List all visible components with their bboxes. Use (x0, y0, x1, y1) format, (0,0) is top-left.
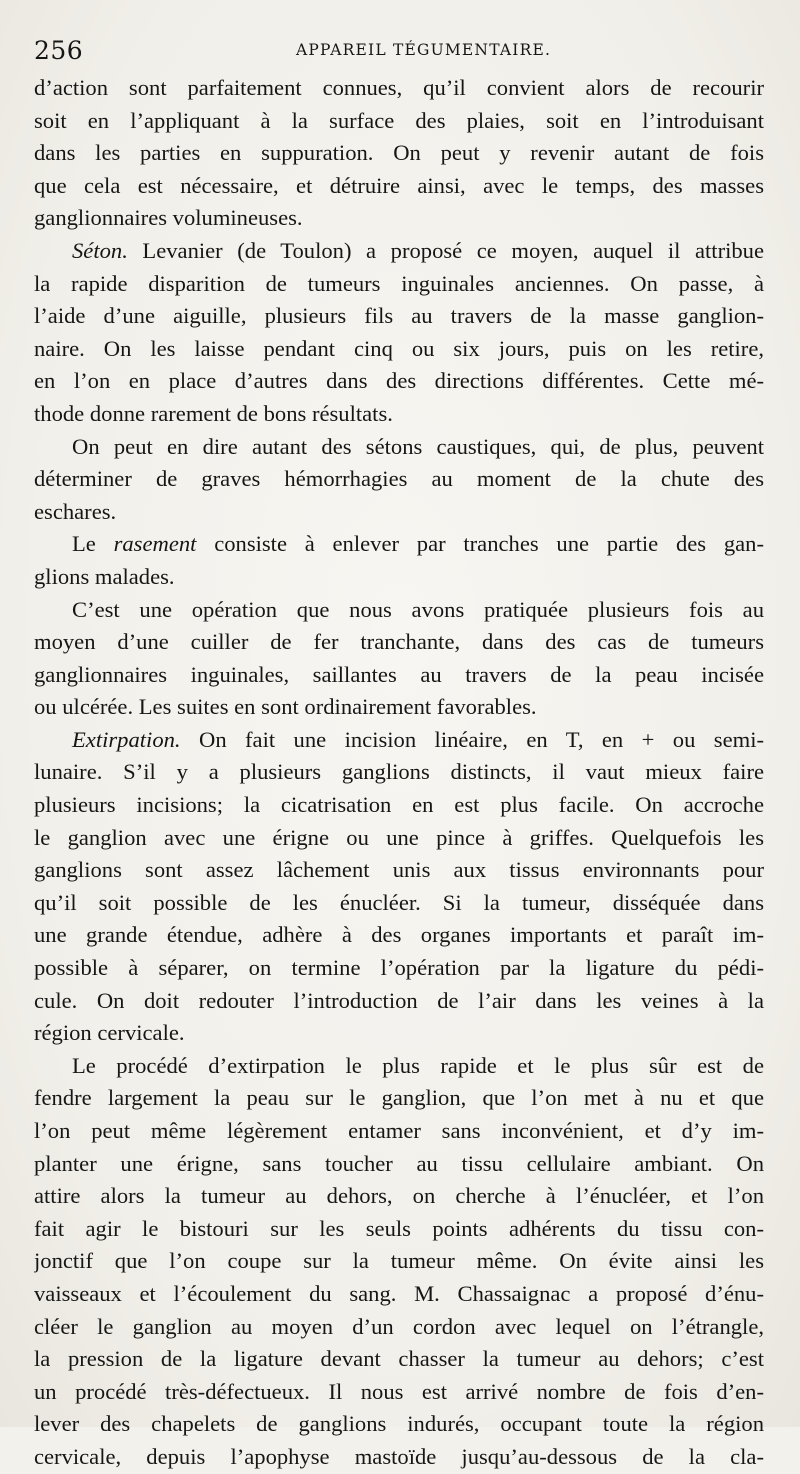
text-line-content: région cervicale. (34, 1020, 185, 1046)
text-line-content: attire alors la tumeur au dehors, on cherche à l’énucléer, et l’on (34, 1183, 764, 1209)
text-line (34, 691, 764, 724)
text-line (34, 398, 764, 431)
text-line-content: On fait une incision linéaire, en T, en + ou semi- (180, 726, 764, 752)
text-line (34, 496, 764, 529)
text-line-prefix: Le (72, 531, 114, 557)
text-line (34, 822, 764, 855)
text-line-content: en l’on en place d’autres dans des directions différentes. Cette mé- (34, 368, 764, 394)
text-line-content: l’on peut même légèrement entamer sans inconvénient, et d’y im- (34, 1118, 764, 1143)
text-line-content: glions malades. (34, 563, 175, 589)
text-line-content: la rapide disparition de tumeurs inguinales anciennes. On passe, à (34, 270, 764, 296)
page-number: 256 (34, 36, 84, 65)
text-line-content: le ganglion avec une érigne ou une pince à griffes. Quelquefois les (34, 824, 764, 850)
text-line-content: dans les parties en suppuration. On peut y revenir autant de fois (34, 140, 764, 166)
body-text (34, 72, 764, 1474)
text-line (34, 1148, 764, 1181)
text-line (34, 724, 764, 757)
text-line (34, 594, 764, 627)
text-line (34, 431, 764, 464)
text-line-content: C’est une opération que nous avons pratiquée plusieurs fois au (72, 596, 764, 622)
text-line-content: qu’il soit possible de les énucléer. Si la tumeur, disséquée dans (34, 889, 764, 915)
text-line (34, 1017, 764, 1050)
text-line-content: On peut en dire autant des sétons caustiques, qui, de plus, peuvent (72, 433, 764, 459)
text-line (34, 1376, 764, 1409)
text-line (34, 789, 764, 822)
text-line-content: planter une érigne, sans toucher au tissu cellulaire ambiant. On (34, 1150, 764, 1176)
text-line-content: lunaire. S’il y a plusieurs ganglions distincts, il vaut mieux faire (34, 759, 764, 785)
text-line-content: l’aide d’une aiguille, plusieurs fils au travers de la masse ganglion- (34, 303, 764, 329)
text-line (34, 137, 764, 170)
text-line (34, 756, 764, 789)
text-line (34, 105, 764, 138)
text-line (34, 300, 764, 333)
text-line-content: vaisseaux et l’écoulement du sang. M. Chassaignac a proposé d’énu- (34, 1280, 764, 1306)
text-line (34, 202, 764, 235)
text-line-content: possible à séparer, on termine l’opération par la ligature du pédi- (34, 955, 764, 981)
text-line (34, 1245, 764, 1278)
text-line (34, 170, 764, 203)
text-line-content: cléer le ganglion au moyen d’un cordon avec lequel on l’étrangle, (34, 1313, 764, 1339)
text-line-content: consiste à enlever par tranches une partie des gan- (196, 531, 764, 557)
text-line-content: d’action sont parfaitement connues, qu’il convient alors de recourir (34, 75, 764, 100)
text-line (34, 365, 764, 398)
italic-term: Séton. (72, 237, 128, 263)
text-line-content: une grande étendue, adhère à des organes importants et paraît im- (34, 922, 764, 948)
text-line (34, 887, 764, 920)
text-line (34, 626, 764, 659)
text-line (34, 952, 764, 985)
text-line-content: jonctif que l’on coupe sur la tumeur même. On évite ainsi les (34, 1248, 764, 1274)
text-line-content: Levanier (de Toulon) a proposé ce moyen, auquel il attribue (127, 237, 764, 263)
text-line (34, 235, 764, 268)
text-line-content: ganglionnaires inguinales, saillantes au travers de la peau incisée (34, 661, 764, 687)
text-line-content: ganglionnaires volumineuses. (34, 205, 303, 231)
running-title: APPAREIL TÉGUMENTAIRE. (296, 41, 552, 59)
text-line (34, 1180, 764, 1213)
text-line-content: déterminer de graves hémorrhagies au moment de la chute des (34, 466, 764, 492)
text-line-content: un procédé très-défectueux. Il nous est arrivé nombre de fois d’en- (34, 1378, 764, 1404)
text-line (34, 1278, 764, 1311)
text-line-content: soit en l’appliquant à la surface des plaies, soit en l’introduisant (34, 107, 764, 133)
text-line (34, 854, 764, 887)
text-line (34, 1441, 764, 1474)
text-line-content: ganglions sont assez lâchement unis aux tissus environnants pour (34, 857, 764, 883)
text-line (34, 1343, 764, 1376)
italic-term: rasement (113, 531, 197, 557)
text-line (34, 528, 764, 561)
text-line (34, 1213, 764, 1246)
text-line (34, 919, 764, 952)
text-line-content: thode donne rarement de bons résultats. (34, 400, 393, 426)
text-line (34, 985, 764, 1018)
text-line-content: ou ulcérée. Les suites en sont ordinairement favorables. (34, 694, 537, 720)
text-line-content: cule. On doit redouter l’introduction de l’air dans les veines à la (34, 987, 764, 1013)
text-line-content: que cela est nécessaire, et détruire ainsi, avec le temps, des masses (34, 172, 764, 198)
text-line (34, 463, 764, 496)
text-line-content: naire. On les laisse pendant cinq ou six jours, puis on les retire, (34, 335, 764, 361)
text-line (34, 333, 764, 366)
text-line (34, 1082, 764, 1115)
text-line-content: fait agir le bistouri sur les seuls points adhérents du tissu con- (34, 1215, 764, 1241)
text-line-content: eschares. (34, 498, 117, 524)
text-line-content: moyen d’une cuiller de fer tranchante, dans des cas de tumeurs (34, 629, 764, 655)
text-line (34, 1311, 764, 1344)
text-line (34, 1050, 764, 1083)
text-line-content: lever des chapelets de ganglions indurés, occupant toute la région (34, 1411, 764, 1437)
text-line (34, 1408, 764, 1441)
text-line-content: Le procédé d’extirpation le plus rapide et le plus sûr est de (72, 1052, 764, 1078)
text-line-content: la pression de la ligature devant chasser la tumeur au dehors; c’est (34, 1346, 764, 1372)
text-line-content: fendre largement la peau sur le ganglion, que l’on met à nu et que (34, 1085, 764, 1111)
text-line (34, 1115, 764, 1148)
text-line-content: plusieurs incisions; la cicatrisation en est plus facile. On accroche (34, 792, 764, 818)
text-line (34, 268, 764, 301)
text-line (34, 72, 764, 105)
italic-term: Extirpation. (72, 726, 181, 752)
text-line (34, 659, 764, 692)
text-line-content: cervicale, depuis l’apophyse mastoïde jusqu’au-dessous de la cla- (34, 1443, 764, 1469)
text-line (34, 561, 764, 594)
running-head (34, 36, 760, 70)
